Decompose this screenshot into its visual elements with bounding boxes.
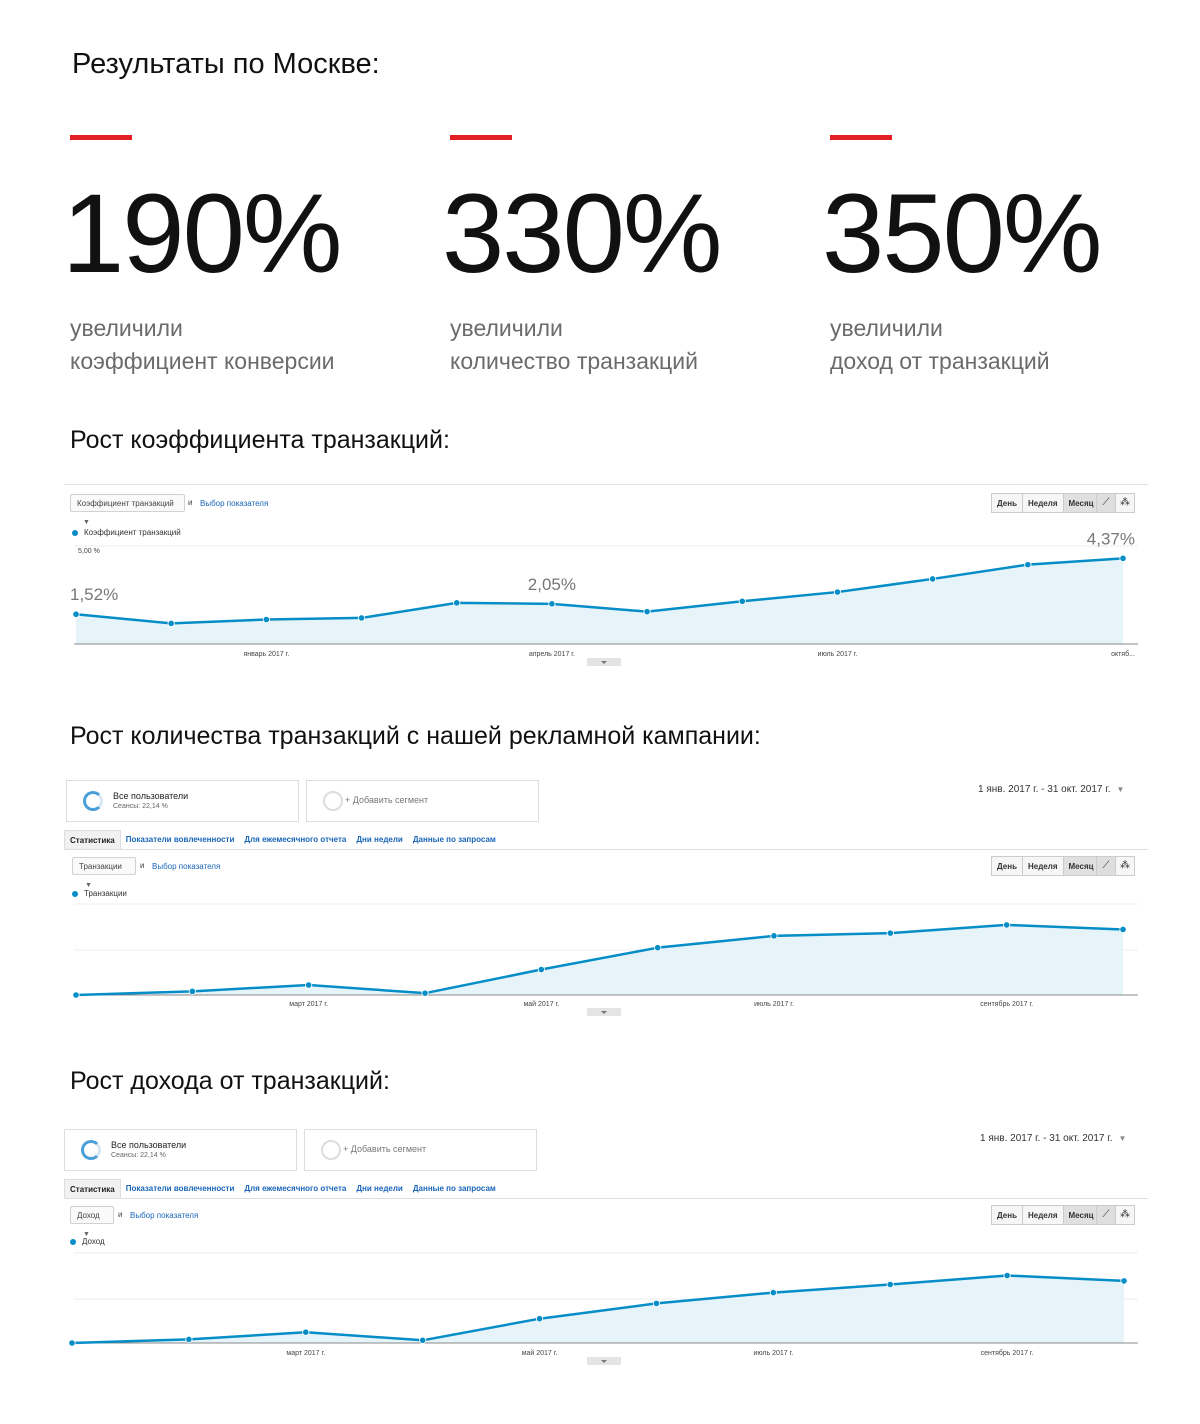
tab-weekdays[interactable]: Дни недели [356, 835, 403, 844]
legend-dot [70, 1239, 76, 1245]
data-point [653, 1300, 659, 1306]
metric-select-label: Транзакции [79, 862, 122, 871]
and-label: и [188, 498, 193, 507]
line-chart-revenue [64, 1251, 1148, 1367]
chevron-down-icon: ▼ [1116, 785, 1125, 794]
data-point [929, 576, 935, 582]
data-point [419, 1337, 425, 1343]
stat-description [450, 312, 790, 378]
data-point [1003, 922, 1009, 928]
x-tick-label: апрель 2017 г. [528, 651, 575, 658]
stat-desc-line2: доход от транзакций [830, 348, 1050, 374]
series-area [76, 558, 1123, 644]
data-point [654, 944, 660, 950]
section-title-conversion: Рост коэффициента транзакций: [70, 426, 450, 454]
chevron-down-icon: ▼ [83, 519, 90, 526]
period-buttons [992, 856, 1100, 876]
chevron-down-icon: ▼ [85, 882, 92, 889]
data-point [887, 1281, 893, 1287]
metric-select[interactable] [70, 1206, 114, 1238]
stat-value: 190% [62, 171, 341, 296]
tabs-divider [64, 849, 1148, 850]
section-title-revenue: Рост дохода от транзакций: [70, 1067, 390, 1095]
data-point [69, 1340, 75, 1346]
drag-handle[interactable] [587, 1357, 621, 1365]
legend [72, 528, 181, 537]
tab-statistics[interactable]: Статистика [64, 830, 121, 850]
x-tick-label: июль 2017 г. [754, 1001, 794, 1008]
tab-queries[interactable]: Данные по запросам [412, 835, 496, 844]
chevron-down-icon: ▼ [1118, 1134, 1127, 1143]
btn-week[interactable]: Неделя [1022, 1205, 1064, 1225]
metric-select-label: Доход [77, 1211, 100, 1220]
date-range-picker[interactable] [978, 784, 1124, 795]
x-tick-label: сентябрь 2017 г. [980, 1350, 1034, 1357]
stat-desc-line2: коэффициент конверсии [70, 348, 335, 374]
legend-label: Транзакции [84, 889, 127, 898]
accent-bar [70, 135, 132, 140]
accent-bar [450, 135, 512, 140]
x-tick-label: октяб... [1111, 651, 1135, 658]
x-tick-label: март 2017 г. [289, 1001, 329, 1008]
stat-revenue [822, 135, 1170, 378]
add-segment-icon [321, 1140, 341, 1160]
add-segment-button[interactable] [304, 1129, 537, 1171]
legend-label: Доход [82, 1237, 105, 1246]
stat-desc-line1: увеличили [70, 315, 183, 341]
data-label: 4,37% [1086, 529, 1135, 549]
x-tick-label: март 2017 г. [286, 1350, 326, 1357]
series-area [76, 925, 1123, 995]
btn-day[interactable]: День [991, 1205, 1023, 1225]
legend [70, 1237, 105, 1246]
ga-panel-transactions [64, 778, 1148, 1018]
btn-month[interactable]: Месяц [1063, 493, 1100, 513]
stat-desc-line2: количество транзакций [450, 348, 698, 374]
motion-chart-icon[interactable]: ⁂ [1115, 493, 1135, 513]
tab-weekdays[interactable]: Дни недели [356, 1184, 403, 1193]
data-point [644, 608, 650, 614]
tab-queries[interactable]: Данные по запросам [412, 1184, 496, 1193]
metric-select[interactable] [70, 494, 185, 526]
segment-sessions: Сеансы: 22,14 % [113, 803, 168, 810]
chart-type-buttons [1097, 856, 1135, 876]
date-range-label: 1 янв. 2017 г. - 31 окт. 2017 г. [978, 784, 1111, 795]
btn-day[interactable]: День [991, 856, 1023, 876]
report-tabs [64, 830, 501, 850]
data-point [186, 1336, 192, 1342]
data-point [538, 966, 544, 972]
choose-metric-link[interactable]: Выбор показателя [200, 499, 269, 508]
chart-type-buttons [1097, 1205, 1135, 1225]
period-buttons [992, 493, 1100, 513]
drag-handle[interactable] [587, 658, 621, 666]
legend [72, 889, 127, 898]
data-point [422, 990, 428, 996]
y-axis-max: 5,00 % [78, 548, 100, 555]
data-point [73, 611, 79, 617]
x-tick-label: май 2017 г. [521, 1350, 558, 1357]
data-point [1120, 555, 1126, 561]
stat-desc-line1: увеличили [830, 315, 943, 341]
date-range-picker[interactable] [980, 1133, 1126, 1144]
data-point [1004, 1272, 1010, 1278]
and-label: и [140, 861, 145, 870]
add-segment-label: + Добавить сегмент [345, 795, 429, 805]
panel-divider [64, 484, 1148, 485]
data-point [263, 616, 269, 622]
stat-value: 350% [822, 171, 1101, 296]
data-point [1120, 926, 1126, 932]
data-point [771, 933, 777, 939]
segment-all-users[interactable] [64, 1129, 297, 1171]
and-label: и [118, 1210, 123, 1219]
btn-week[interactable]: Неделя [1022, 856, 1064, 876]
segment-ring-icon [83, 791, 103, 811]
data-point [454, 600, 460, 606]
legend-dot [72, 891, 78, 897]
period-buttons [992, 1205, 1100, 1225]
data-point [536, 1316, 542, 1322]
segment-sessions: Сеансы: 22,14 % [111, 1152, 166, 1159]
stat-conversion [62, 135, 410, 378]
data-point [549, 601, 555, 607]
choose-metric-link[interactable]: Выбор показателя [130, 1211, 199, 1220]
tab-engagement[interactable]: Показатели вовлеченности [125, 1184, 235, 1193]
segment-all-users[interactable] [66, 780, 299, 822]
x-tick-label: июль 2017 г. [817, 651, 858, 658]
date-range-label: 1 янв. 2017 г. - 31 окт. 2017 г. [980, 1133, 1113, 1144]
add-segment-label: + Добавить сегмент [343, 1144, 427, 1154]
page-title: Результаты по Москве: [72, 48, 380, 80]
section-title-transactions: Рост количества транзакций с нашей рекламной кампании: [70, 722, 761, 750]
data-point [358, 615, 364, 621]
chart-type-buttons [1097, 493, 1135, 513]
line-chart-icon[interactable]: ⟋ [1096, 856, 1116, 876]
btn-month[interactable]: Месяц [1063, 856, 1100, 876]
data-point [303, 1329, 309, 1335]
data-point [739, 598, 745, 604]
add-segment-button[interactable] [306, 780, 539, 822]
motion-chart-icon[interactable]: ⁂ [1115, 1205, 1135, 1225]
data-point [887, 930, 893, 936]
choose-metric-link[interactable]: Выбор показателя [152, 862, 221, 871]
data-label: 1,52% [70, 585, 119, 605]
ga-panel-conversion [64, 484, 1148, 669]
segment-ring-icon [81, 1140, 101, 1160]
tab-engagement[interactable]: Показатели вовлеченности [125, 835, 235, 844]
stat-desc-line1: увеличили [450, 315, 563, 341]
add-segment-icon [323, 791, 343, 811]
legend-dot [72, 530, 78, 536]
x-tick-label: январь 2017 г. [243, 651, 290, 658]
tab-monthly[interactable]: Для ежемесячного отчета [244, 1184, 347, 1193]
legend-label: Коэффициент транзакций [84, 528, 181, 537]
line-chart-transactions [64, 902, 1148, 1018]
x-tick-label: июль 2017 г. [753, 1350, 794, 1357]
data-point [834, 589, 840, 595]
tabs-divider [64, 1198, 1148, 1199]
tab-statistics[interactable]: Статистика [64, 1179, 121, 1199]
btn-week[interactable]: Неделя [1022, 493, 1064, 513]
series-area [72, 1276, 1124, 1344]
btn-month[interactable]: Месяц [1063, 1205, 1100, 1225]
line-chart-icon[interactable]: ⟋ [1096, 1205, 1116, 1225]
x-tick-label: май 2017 г. [523, 1001, 560, 1008]
stat-description [830, 312, 1170, 378]
stat-description [70, 312, 410, 378]
metric-select[interactable] [72, 857, 136, 889]
segment-name: Все пользователи [111, 1140, 187, 1150]
stat-transactions [442, 135, 790, 378]
data-point [770, 1289, 776, 1295]
data-point [189, 988, 195, 994]
motion-chart-icon[interactable]: ⁂ [1115, 856, 1135, 876]
data-point [168, 620, 174, 626]
stat-value: 330% [442, 171, 721, 296]
data-point [1121, 1278, 1127, 1284]
segment-name: Все пользователи [113, 791, 189, 801]
chevron-down-icon: ▼ [83, 1231, 90, 1238]
tab-monthly[interactable]: Для ежемесячного отчета [244, 835, 347, 844]
data-point [305, 982, 311, 988]
data-label: 2,05% [527, 574, 577, 594]
data-point [1025, 561, 1031, 567]
x-tick-label: сентябрь 2017 г. [980, 1001, 1034, 1008]
data-point [73, 992, 79, 998]
btn-day[interactable]: День [991, 493, 1023, 513]
metric-select-label: Коэффициент транзакций [77, 499, 174, 508]
accent-bar [830, 135, 892, 140]
drag-handle[interactable] [587, 1008, 621, 1016]
line-chart-icon[interactable]: ⟋ [1096, 493, 1116, 513]
report-tabs [64, 1179, 501, 1199]
ga-panel-revenue [64, 1127, 1148, 1367]
